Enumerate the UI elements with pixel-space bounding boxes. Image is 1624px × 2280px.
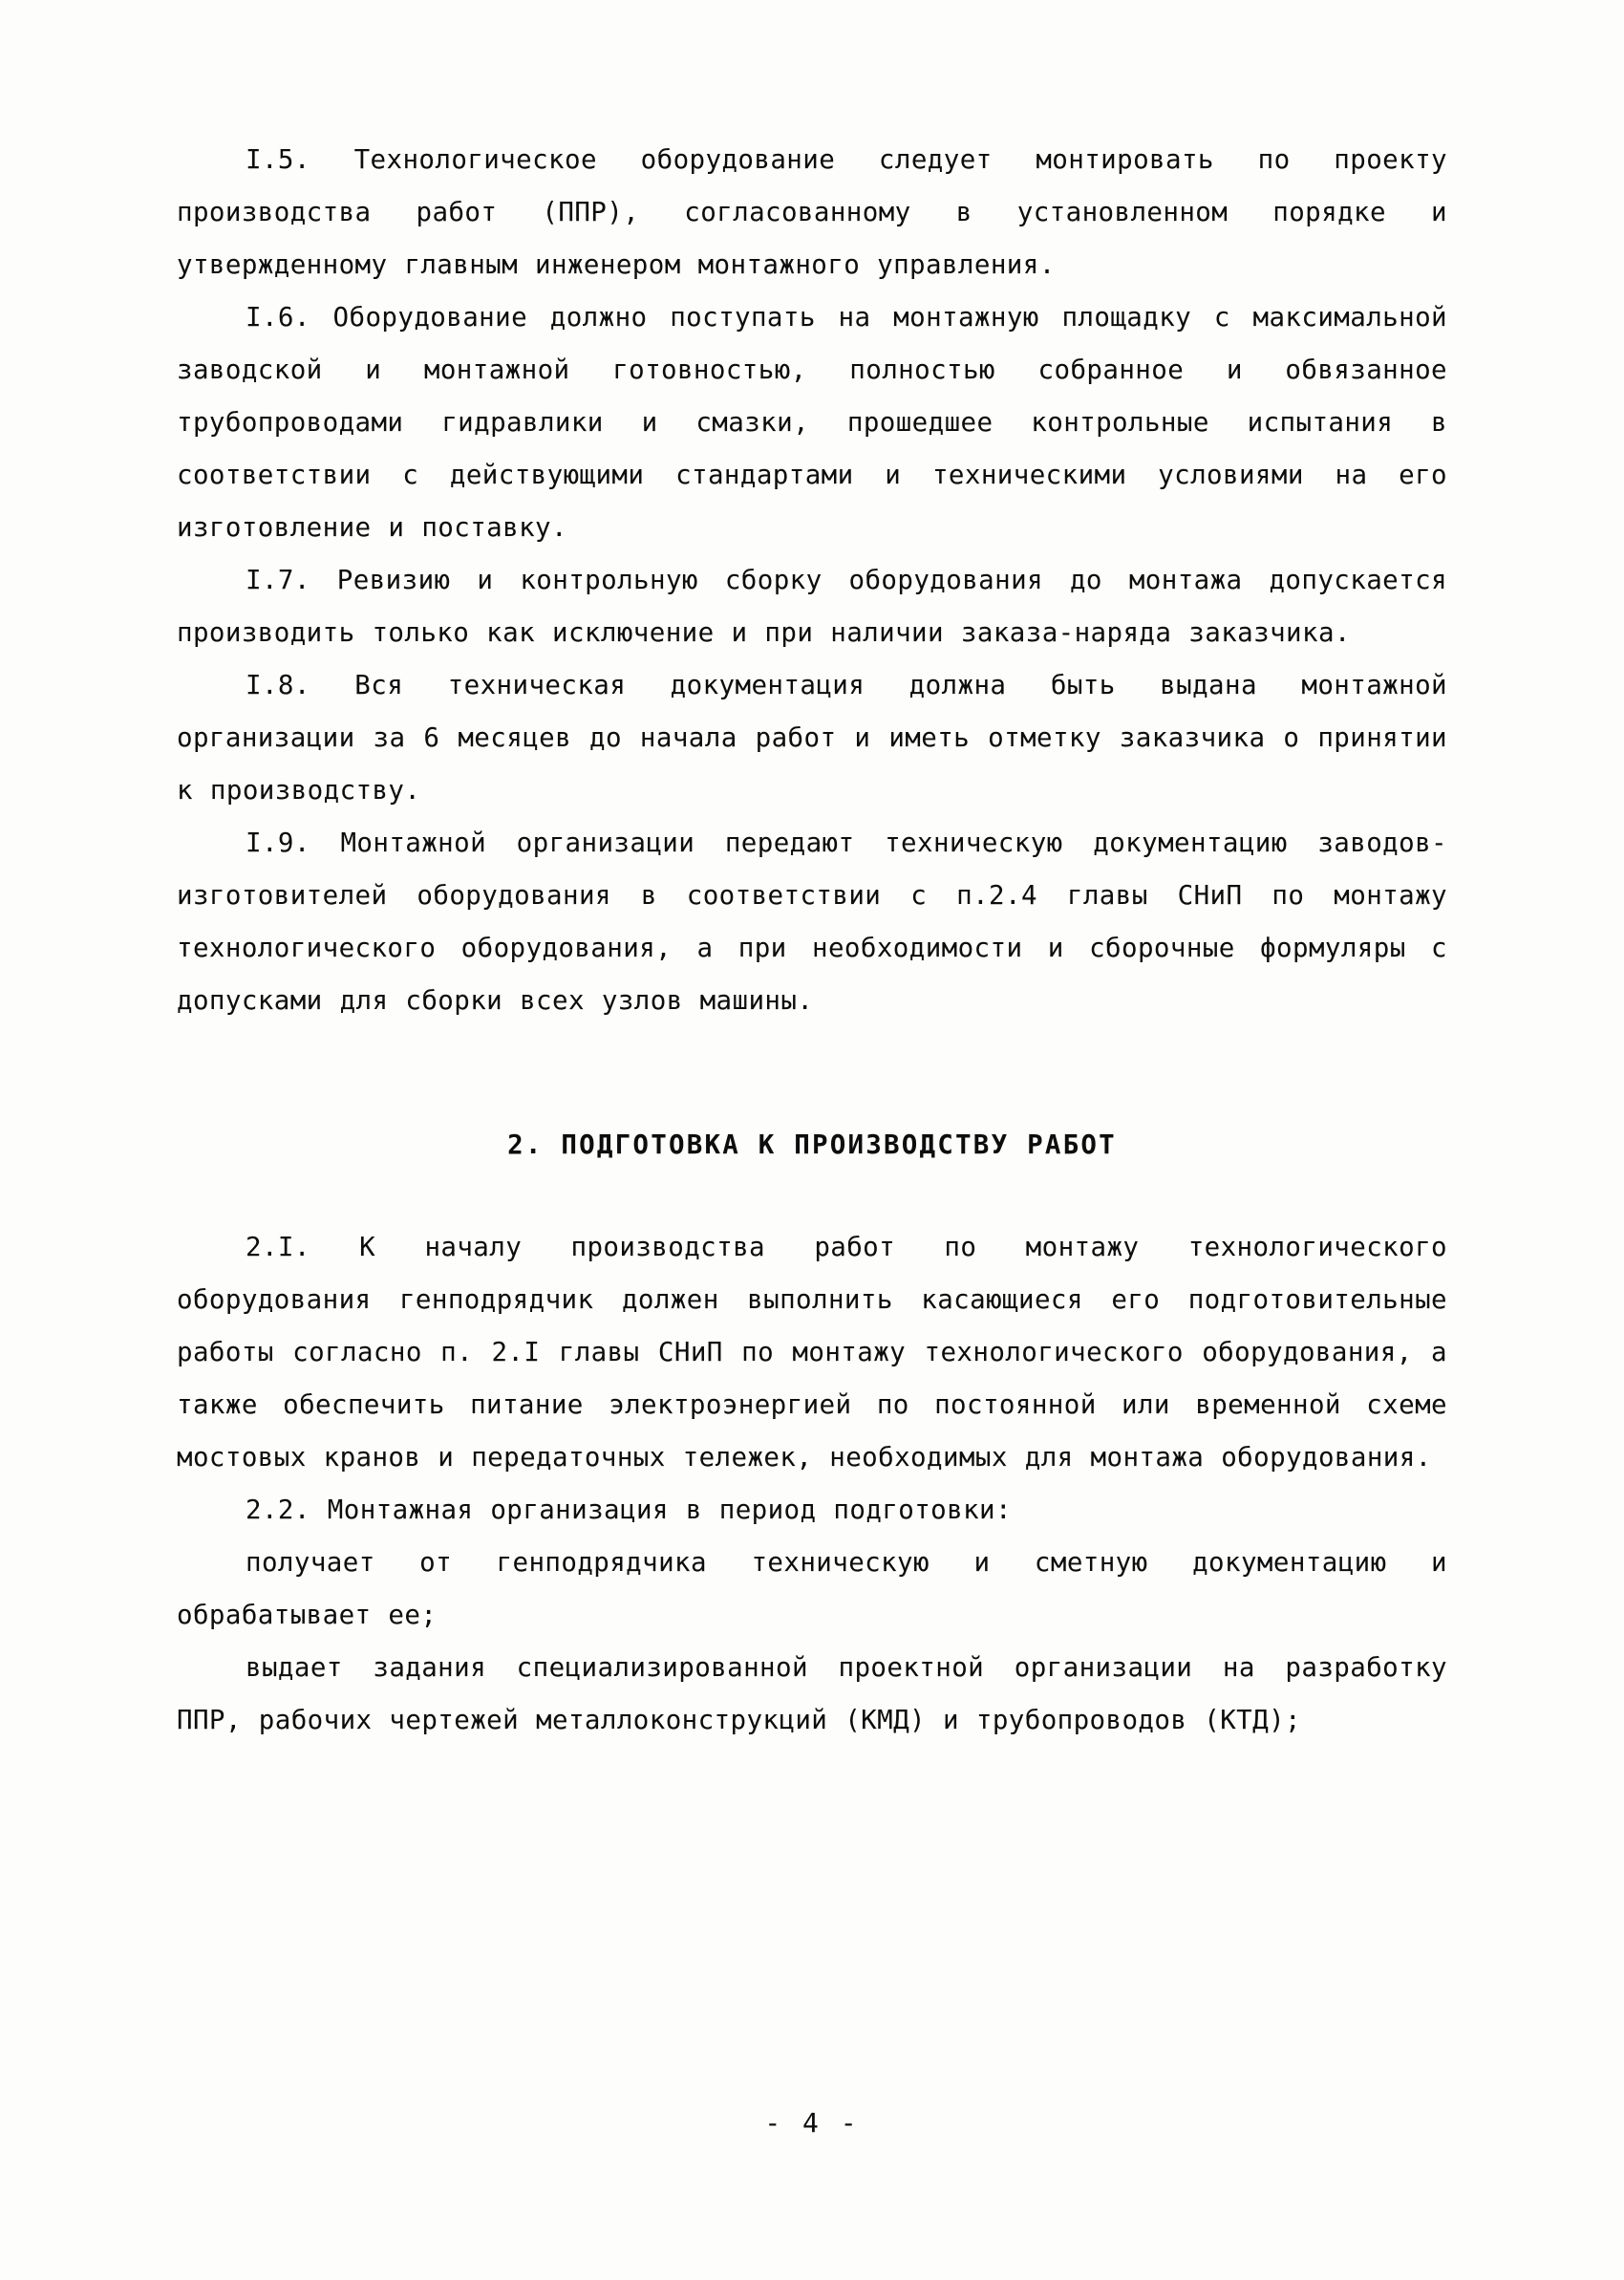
paragraph-1-8: I.8. Вся техническая документация должна быть выдана монтажной организации за 6 месяцев до начала работ и иметь отметку заказчика о принятии к производству. <box>177 670 1464 806</box>
page-content <box>177 134 1482 1747</box>
paragraph-2-2-item-a: получает от генподрядчика техническую и сметную документацию и обрабатывает ее; <box>177 1547 1464 1630</box>
paragraph-1-5: I.5. Технологическое оборудование следует монтировать по проекту производства работ (ППР), согласованному в установленном порядке и утвержденному главным инженером монтажного управления. <box>177 144 1464 280</box>
paragraph-2-2: 2.2. Монтажная организация в период подготовки: <box>246 1495 1012 1525</box>
heading-spacer-above <box>177 1027 1447 1119</box>
paragraph-1-6: I.6. Оборудование должно поступать на монтажную площадку с максимальной заводской и монтажной готовностью, полностью собранное и обвязанное трубопроводами гидравлики и смазки, прошедшее контрольные испытания в соответствии с действующими стандартами и техническими условиями на его изготовление и поставку. <box>177 302 1464 543</box>
page-number: - 4 - <box>764 2107 860 2139</box>
section-heading-2: 2. ПОДГОТОВКА К ПРОИЗВОДСТВУ РАБОТ <box>507 1129 1117 1160</box>
paragraph-1-9: I.9. Монтажной организации передают техническую документацию заводов-изготовителей оборудования в соответствии с п.2.4 главы СНиП по монтажу технологического оборудования, а при необходимости и сборочные формуляры с допусками для сборки всех узлов машины. <box>177 828 1464 1016</box>
paragraph-1-7: I.7. Ревизию и контрольную сборку оборудования до монтажа допускается производить только как исключение и при наличии заказа-наряда заказчика. <box>177 565 1464 648</box>
heading-spacer-below <box>177 1172 1447 1221</box>
paragraph-2-2-item-b: выдает задания специализированной проектной организации на разработку ППР, рабочих чертежей металлоконструкций (КМД) и трубопроводов (КТД); <box>177 1652 1464 1735</box>
paragraph-2-1: 2.I. К началу производства работ по монтажу технологического оборудования генподрядчик должен выполнить касающиеся его подготовительные работы согласно п. 2.I главы СНиП по монтажу технологического оборудования, а также обеспечить питание электроэнергией по постоянной или временной схеме мостовых кранов и передаточных тележек, необходимых для монтажа оборудования. <box>177 1232 1482 1473</box>
